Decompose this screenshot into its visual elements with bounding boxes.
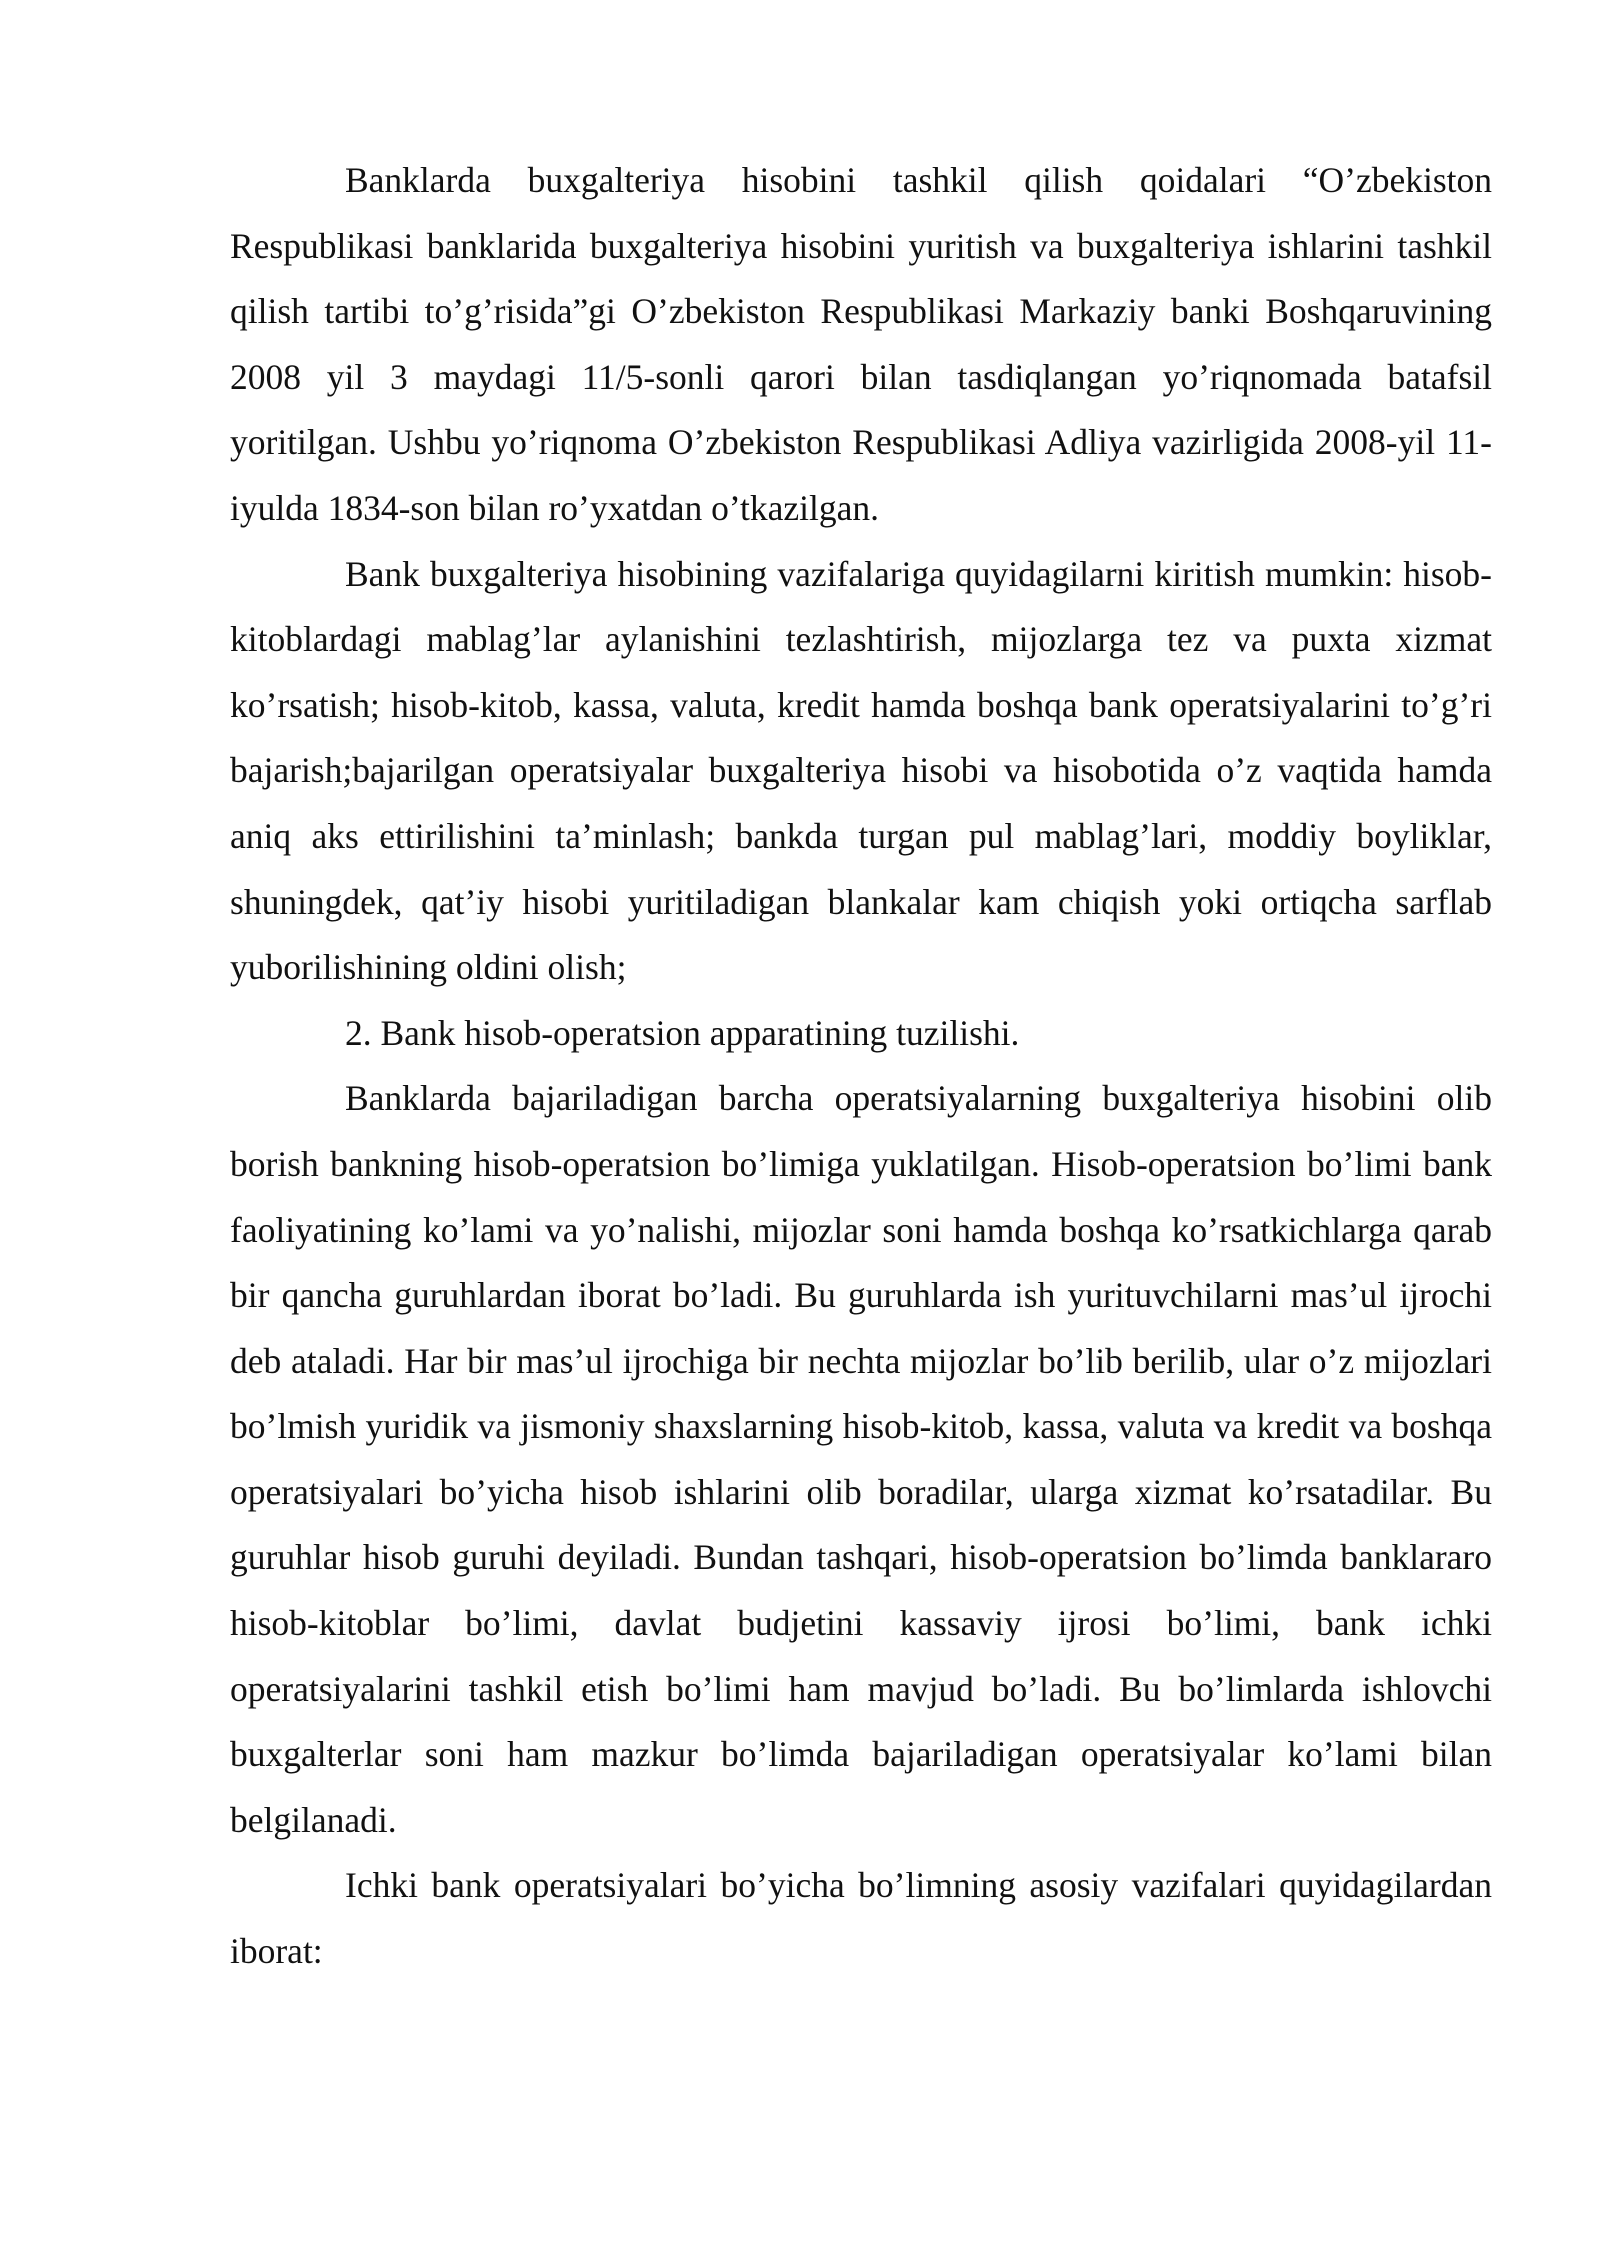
- paragraph-accounting-tasks: Bank buxgalteriya hisobining vazifalariga quyidagilarni kiritish mumkin: hisob-kitoblardagi mablag’lar aylanishini tezlashtirish, mijozlarga tez va puxta xizmat ko’rsatish; hisob-kitob, kassa, valuta, kredit hamda boshqa bank operatsiyalarini to’g’ri bajarish;bajarilgan operatsiyalar buxgalteriya hisobi va hisobotida o’z vaqtida hamda aniq aks ettirilishini ta’minlash; bankda turgan pul mablag’lari, moddiy boyliklar, shuningdek, qat’iy hisobi yuritiladigan blankalar kam chiqish yoki ortiqcha sarflab yuborilishining oldini olish;: [230, 553, 1492, 988]
- paragraph-department-structure: Banklarda bajariladigan barcha operatsiyalarning buxgalteriya hisobini olib borish bankning hisob-operatsion bo’limiga yuklatilgan. Hisob-operatsion bo’limi bank faoliyatining ko’lami va yo’nalishi, mijozlar soni hamda boshqa ko’rsatkichlarga qarab bir qancha guruhlardan iborat bo’ladi. Bu guruhlarda ish yurituvchilarni mas’ul ijrochi deb ataladi. Har bir mas’ul ijrochiga bir nechta mijozlar bo’lib berilib, ular o’z mijozlari bo’lmish yuridik va jismoniy shaxslarning hisob-kitob, kassa, valuta va kredit va boshqa operatsiyalari bo’yicha hisob ishlarini olib boradilar, ularga xizmat ko’rsatadilar. Bu guruhlar hisob guruhi deyiladi. Bundan tashqari, hisob-operatsion bo’limda banklararo hisob-kitoblar bo’limi, davlat budjetini kassaviy ijrosi bo’limi, bank ichki operatsiyalarini tashkil etish bo’limi ham mavjud bo’ladi. Bu bo’limlarda ishlovchi buxgalterlar soni ham mazkur bo’limda bajariladigan operatsiyalar ko’lami bilan belgilanadi.: [230, 1078, 1492, 1840]
- section-heading: 2. Bank hisob-operatsion apparatining tuzilishi.: [345, 1012, 1020, 1053]
- paragraph-internal-operations: Ichki bank operatsiyalari bo’yicha bo’limning asosiy vazifalari quyidagilardan iborat:: [230, 1865, 1492, 1972]
- document-page: [230, 148, 1492, 1985]
- paragraph-accounting-rules: Banklarda buxgalteriya hisobini tashkil qilish qoidalari “O’zbekiston Respublikasi banklarida buxgalteriya hisobini yuritish va buxgalteriya ishlarini tashkil qilish tartibi to’g’risida”gi O’zbekiston Respublikasi Markaziy banki Boshqaruvining 2008 yil 3 maydagi 11/5-sonli qarori bilan tasdiqlangan yo’riqnomada batafsil yoritilgan. Ushbu yo’riqnoma O’zbekiston Respublikasi Adliya vazirligida 2008-yil 11-iyulda 1834-son bilan ro’yxatdan o’tkazilgan.: [230, 160, 1492, 528]
